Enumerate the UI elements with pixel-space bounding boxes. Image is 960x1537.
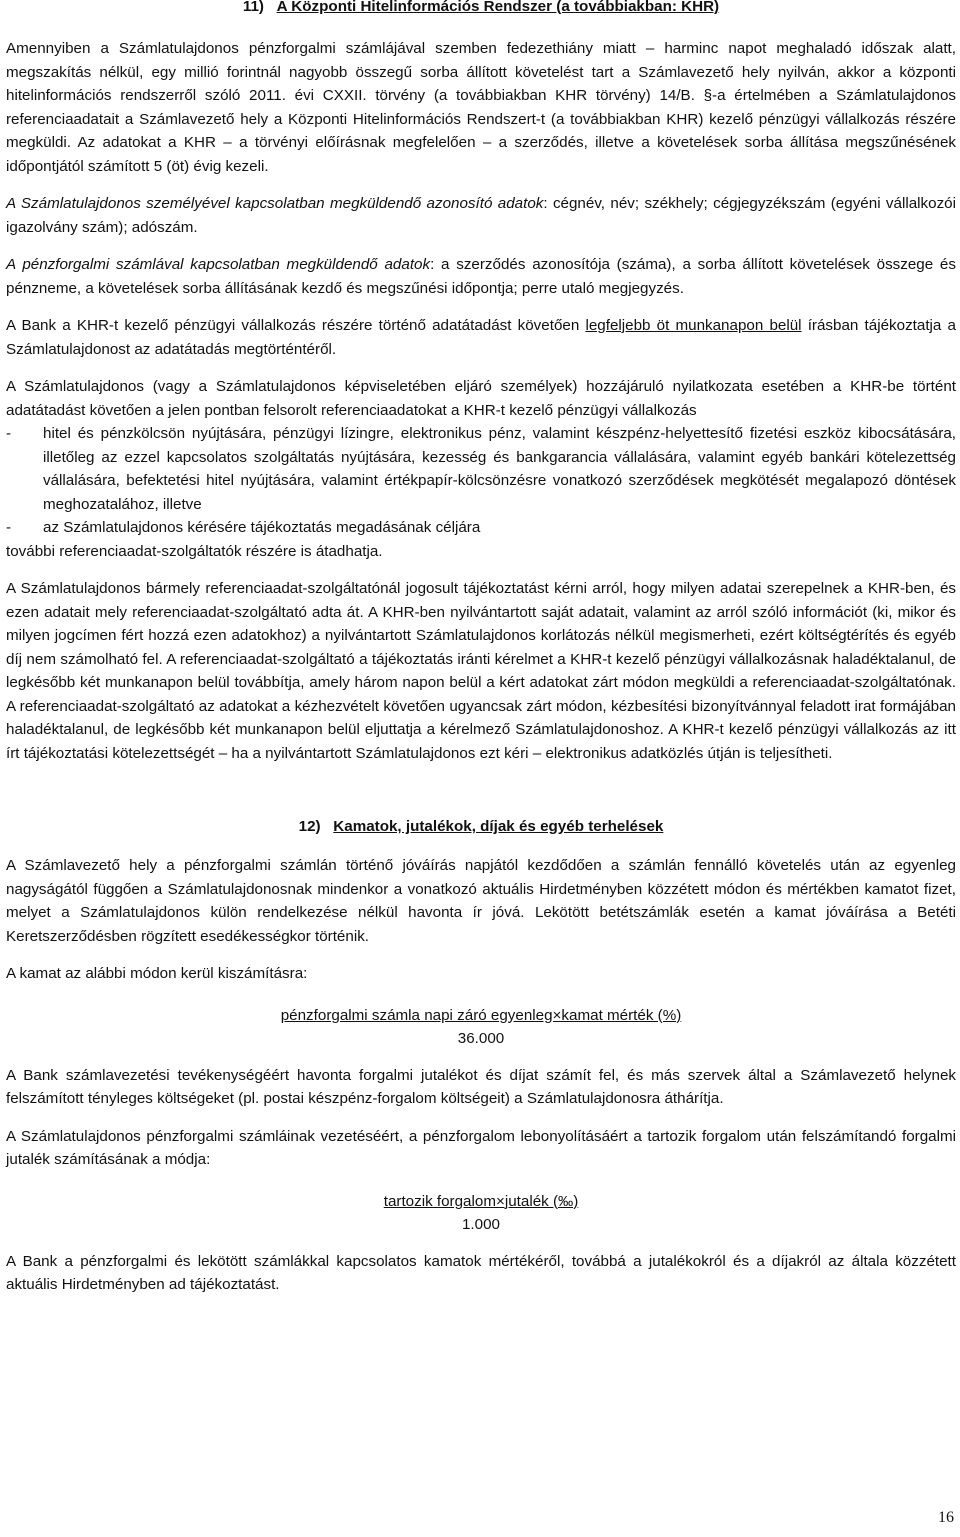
interest-formula: [6, 1004, 956, 1050]
list-dash: -: [6, 519, 12, 536]
account-data-text: : a szerződés azonosítója (száma), a sorba állított követelések összege és pénzneme, a követelések sorba állításának kezdő és megszűnési időpontja; perre utaló megjegyzés.: [6, 256, 956, 297]
section-11-heading: [6, 0, 956, 18]
notice-text-end: írásban tájékoztatja a Számlatulajdonost az adatátadás megtörténtéről.: [6, 317, 956, 358]
notice-text-start: A Bank a KHR-t kezelő pénzügyi vállalkozás részére történő adatátadást követően: [6, 317, 586, 334]
account-data-label: A pénzforgalmi számlával kapcsolatban megküldendő adatok: [6, 256, 431, 273]
commission-formula: [6, 1190, 956, 1236]
section-12-heading: [6, 815, 956, 838]
document-page: [6, 0, 956, 1297]
section-12-paragraph-5: A Bank a pénzforgalmi és lekötött számlákkal kapcsolatos kamatok mértékéről, továbbá a jutalékokról és a díjakról az általa közzétett aktuális Hirdetményben ad tájékoztatást.: [6, 1252, 956, 1293]
page-number: 16: [938, 1509, 954, 1526]
section-11-paragraph-3: [6, 253, 956, 300]
list-item-text: hitel és pénzkölcsön nyújtására, pénzügyi lízingre, elektronikus pénz, valamint készpénz-helyettesítő fizetési eszköz kibocsátására, illetőleg az ezzel kapcsolatos szolgáltatás nyújtására, kezesség és bankgarancia vállalására, valamint egyéb bankári kötelezettség vállalására, befektetési hitel nyújtására, valamint értékpapír-kölcsönzésre vonatkozó szerződések megkötését megalapozó döntések meghozatalához, illetve: [43, 425, 956, 513]
section-11-paragraph-2: [6, 192, 956, 239]
commission-formula-denominator: 1.000: [461, 1215, 500, 1233]
section-11-paragraph-5: A Számlatulajdonos (vagy a Számlatulajdonos képviseletében eljáró személyek) hozzájáruló nyilatkozata esetében a KHR-be történt adatátadást követően a jelen pontban felsorolt referenciaadatokat a KHR-t kezelő pénzügyi vállalkozás: [6, 378, 956, 419]
section-11-paragraph-4: [6, 314, 956, 361]
list-item: [6, 422, 956, 516]
section-12-paragraph-3: A Bank számlavezetési tevékenységéért havonta forgalmi jutalékot és díjat számít fel, és más szervek által a Számlavezető helynek felszámított tényleges költségeket (pl. postai készpénz-forgalom költségeit) a Számlatulajdonosra áthárítja.: [6, 1066, 956, 1107]
identifier-data-text: : cégnév, név; székhely; cégjegyzékszám (egyéni vállalkozói igazolvány szám); adószám.: [6, 195, 956, 236]
section-12-title: Kamatok, jutalékok, díjak és egyéb terhelések: [333, 818, 664, 835]
section-12-paragraph-2: A kamat az alábbi módon kerül kiszámításra:: [6, 965, 308, 982]
section-11-paragraph-6: A Számlatulajdonos bármely referenciaadat-szolgáltatónál jogosult tájékoztatást kérni arról, hogy milyen adatai szerepelnek a KHR-ben, és ezen adatait mely referenciaadat-szolgáltató adta át. A KHR-ben nyilvántartott saját adatait, valamint az arról szóló információt (ki, mikor és milyen jogcímen fért hozzá ezen adatokhoz) a nyilvántartott Számlatulajdonos korlátozás nélkül megismerheti, ezért költségtérítés és egyéb díj nem számolható fel. A referenciaadat-szolgáltató a tájékoztatás iránti kérelmet a KHR-t kezelő pénzügyi vállalkozásnak haladéktalanul, de legkésőbb két munkanapon belül továbbítja, amely három napon belül a kért adatokat zárt módon megküldi a referenciaadat-szolgáltatónak. A referenciaadat-szolgáltató az adatokat a kézhezvételt követően ugyancsak zárt módon, kézbesítési bizonyítvánnyal feladott irat formájában haladéktalanul, de legkésőbb két munkanapon belül eljuttatja a kérelmező Számlatulajdonoshoz. A KHR-t kezelő pénzügyi vállalkozás az itt írt tájékoztatási kötelezettségét – ha a nyilvántartott Számlatulajdonos ezt kéri – elektronikus adatközlés útján is teljesítheti.: [6, 580, 956, 762]
deadline-underlined: legfeljebb öt munkanapon belül: [585, 317, 802, 334]
commission-formula-numerator: tartozik forgalom×jutalék (‰): [383, 1192, 579, 1210]
list-item-text: az Számlatulajdonos kérésére tájékoztatás megadásának céljára: [43, 519, 481, 536]
list-item: [6, 516, 956, 540]
section-12-paragraph-4: A Számlatulajdonos pénzforgalmi számláinak vezetéséért, a pénzforgalom lebonyolításáért a tartozik forgalom után felszámítandó forgalmi jutalék számításának a módja:: [6, 1127, 956, 1168]
section-11-paragraph-5-end: további referenciaadat-szolgáltatók részére is átadhatja.: [6, 542, 383, 560]
section-12-paragraph-1: A Számlavezető hely a pénzforgalmi számlán történő jóváírás napjától kezdődően a számlán fennálló követelés után az egyenleg nagyságától függően a Számlatulajdonosnak mindenkor a vonatkozó aktuális Hirdetményben közzétett módon és mértékben kamatot fizet, melyet a Számlatulajdonos külön rendelkezése nélkül havonta ír jóvá. Lekötött betétszámlák esetén a kamat jóváírása a Betéti Keretszerződésben rögzített esedékességkor történik.: [6, 857, 956, 945]
interest-formula-numerator: pénzforgalmi számla napi záró egyenleg×kamat mérték (%): [280, 1006, 682, 1024]
section-12-number: 12): [298, 818, 321, 835]
section-11-paragraph-1: Amennyiben a Számlatulajdonos pénzforgalmi számlájával szemben fedezethiány miatt – harminc napot meghaladó időszak alatt, megszakítás nélkül, egy millió forintnál nagyobb összegű sorba állított követelést tart a Számlavezető hely nyilván, akkor a központi hitelinformációs rendszerről szóló 2011. évi CXXII. törvény (a továbbiakban KHR törvény) 14/B. §-a értelmében a Számlatulajdonos referenciaadatait a Számlavezető hely a Központi Hitelinformációs Rendszert-t (a továbbiakban KHR) kezelő pénzügyi vállalkozás részére megküldi. Az adatokat a KHR – a törvényi előírásnak megfelelően – a szerződés, illetve a követelések sorba állítása megszűnésének időpontjától számított 5 (öt) évig kezeli.: [6, 40, 956, 175]
list-dash: -: [6, 425, 12, 442]
section-11-title: A Központi Hitelinformációs Rendszer (a továbbiakban: KHR): [276, 0, 720, 15]
identifier-data-label: A Számlatulajdonos személyével kapcsolatban megküldendő azonosító adatok: [6, 195, 544, 212]
interest-formula-denominator: 36.000: [457, 1029, 505, 1047]
section-11-number: 11): [242, 0, 264, 15]
